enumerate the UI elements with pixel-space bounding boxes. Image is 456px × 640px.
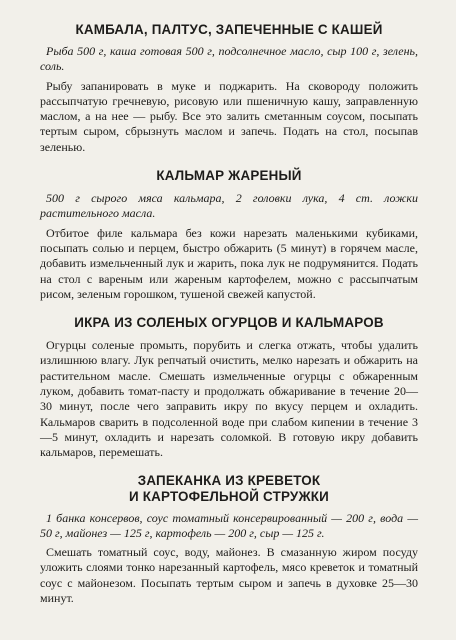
recipe-ingredients: Рыба 500 г, каша готовая 500 г, подсолнечное масло, сыр 100 г, зелень, соль. <box>40 44 418 74</box>
recipe-title-line: КАМБАЛА, ПАЛТУС, ЗАПЕЧЕННЫЕ С КАШЕЙ <box>75 22 383 37</box>
recipe-title <box>40 473 418 505</box>
recipe-title <box>40 168 418 184</box>
recipe-method: Огурцы соленые промыть, порубить и слегка отжать, чтобы удалить излишнюю влагу. Лук репчатый очистить, мелко нарезать и обжарить на растительном масле. Смешать измельченные огурцы с обжаренным луком, добавить томат-пасту и продолжать обжаривание в течение 20—30 минут, после чего заправить икру по вкусу перцем и охладить. Кальмаров сварить в подсоленной воде при слабом кипении в течение 3—5 минут, охладить и нарезать соломкой. В готовую икру добавить кальмаров, перемешать. <box>40 338 418 460</box>
recipe-flatfish-halibut <box>40 22 418 155</box>
recipe-pickle-squid-caviar <box>40 315 418 460</box>
recipe-title-line: ИКРА ИЗ СОЛЕНЫХ ОГУРЦОВ И КАЛЬМАРОВ <box>74 315 384 331</box>
recipe-title <box>40 315 418 331</box>
recipe-title-line: ЗАПЕКАНКА ИЗ КРЕВЕТОК <box>137 472 321 488</box>
recipe-ingredients: 500 г сырого мяса кальмара, 2 головки лука, 4 ст. ложки растительного масла. <box>40 191 418 221</box>
recipe-shrimp-potato-casserole <box>40 473 418 607</box>
recipe-title <box>40 22 418 38</box>
recipe-title-line: И КАРТОФЕЛЬНОЙ СТРУЖКИ <box>129 488 329 504</box>
recipe-title-line: КАЛЬМАР ЖАРЕНЫЙ <box>156 168 302 184</box>
recipe-method: Смешать томатный соус, воду, майонез. В смазанную жиром посуду уложить слоями тонко нарезанный картофель, мясо креветок и томатный соус с майонезом. Посыпать тертым сыром и запечь в духовке 25—30 минут. <box>40 545 418 606</box>
recipe-method: Рыбу запанировать в муке и поджарить. На сковороду положить рассыпчатую гречневую, рисовую или пшеничную кашу, заправленную маслом, а на нее — рыбу. Все это залить сметанным соусом, посыпать тертым сыром, сбрызнуть маслом и запечь. Подать на стол, посыпав зеленью. <box>40 78 418 154</box>
recipe-method: Отбитое филе кальмара без кожи нарезать маленькими кубиками, посыпать солью и перцем, быстро обжарить (5 минут) в горячем масле, добавить измельченный лук и жарить, пока лук не подрумянится. Подать на стол с вареным или жареным картофелем, можно с рассыпчатым рисом, зеленым горошком, тушеной свежей капустой. <box>40 225 418 301</box>
recipe-fried-squid <box>40 168 418 302</box>
recipe-ingredients: 1 банка консервов, соус томатный консервированный — 200 г, вода — 50 г, майонез — 125 г, картофель — 200 г, сыр — 125 г. <box>40 510 418 540</box>
